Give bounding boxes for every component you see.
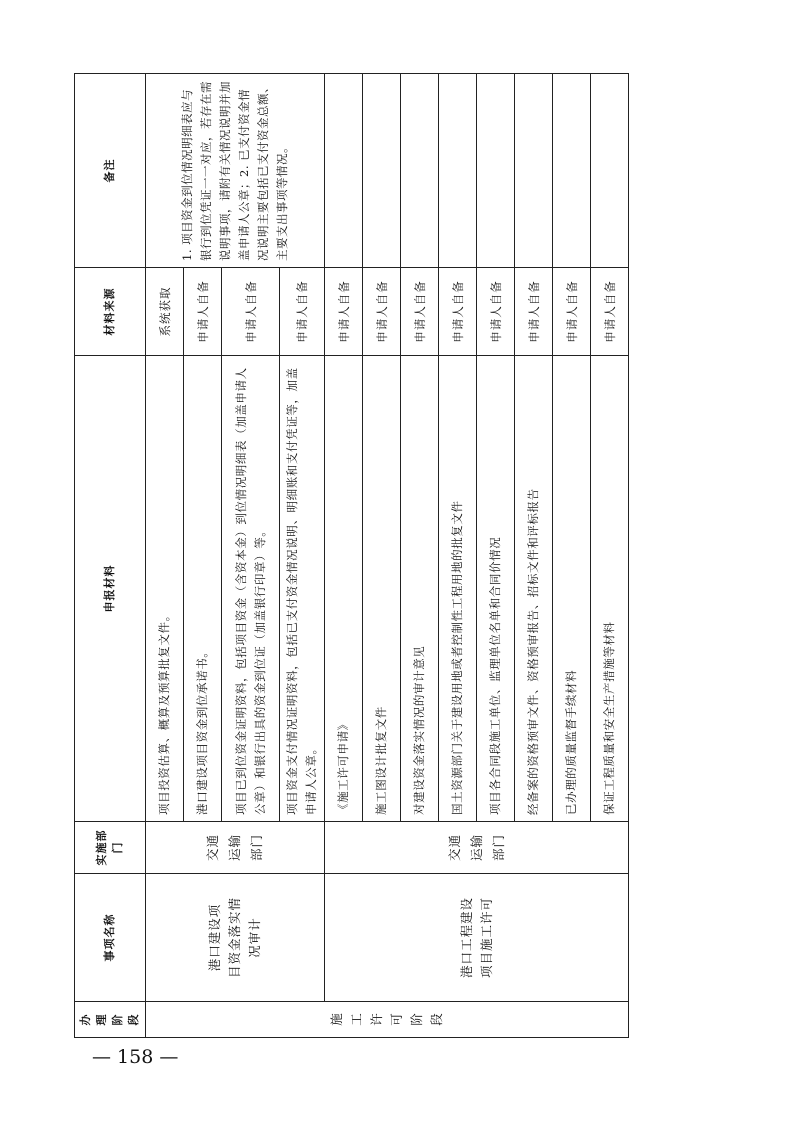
- material-cell: 国土资源部门关于建设用地或者控制性工程用地的批复文件: [439, 356, 477, 822]
- source-cell: 申请人自备: [184, 268, 222, 356]
- note-cell: [325, 74, 363, 268]
- material-cell: 《施工许可申请》: [325, 356, 363, 822]
- source-cell: 申请人自备: [222, 268, 280, 356]
- material-cell: 保证工程质量和安全生产措施等材料: [591, 356, 629, 822]
- approval-materials-table: [74, 73, 629, 1038]
- dept-cell: 交通 运输 部门: [146, 822, 325, 874]
- header-row: [75, 74, 146, 1038]
- source-cell: 申请人自备: [280, 268, 325, 356]
- source-cell: 申请人自备: [477, 268, 515, 356]
- header-name: 事项名称: [75, 874, 146, 1002]
- source-cell: 系统获取: [146, 268, 184, 356]
- table-row: [146, 74, 184, 1038]
- note-cell: [553, 74, 591, 268]
- source-cell: 申请人自备: [401, 268, 439, 356]
- note-cell: [477, 74, 515, 268]
- header-material: 申报材料: [75, 356, 146, 822]
- stage-cell: 施工 许可 阶段: [146, 1002, 629, 1038]
- note-cell: [515, 74, 553, 268]
- material-cell: 对建设资金落实情况的审计意见: [401, 356, 439, 822]
- header-stage: 办理阶段: [75, 1002, 146, 1038]
- note-cell: [363, 74, 401, 268]
- header-source: 材料来源: [75, 268, 146, 356]
- header-dept: 实施部门: [75, 822, 146, 874]
- material-cell: 港口建设项目资金到位承诺书。: [184, 356, 222, 822]
- source-cell: 申请人自备: [363, 268, 401, 356]
- source-cell: 申请人自备: [591, 268, 629, 356]
- note-cell: 1. 项目资金到位情况明细表应与银行到位凭证一一对应，若存在需说明事项，请附有关情况说明并加盖申请人公章；2. 已支付资金情况说明主要包括已支付资金总额、主要支出事项等情况。: [146, 74, 325, 268]
- item-name-cell: 港口工程建设 项目施工许可: [325, 874, 629, 1002]
- header-note: 备注: [75, 74, 146, 268]
- material-cell: 项目各合同段施工单位、监理单位名单和合同价情况: [477, 356, 515, 822]
- page-number: — 158 —: [92, 1046, 179, 1068]
- dept-cell: 交通 运输 部门: [325, 822, 629, 874]
- item-name-cell: 港口建设项 目资金落实情 况审计: [146, 874, 325, 1002]
- material-cell: 已办理的质量监督手续材料: [553, 356, 591, 822]
- source-cell: 申请人自备: [515, 268, 553, 356]
- note-cell: [401, 74, 439, 268]
- source-cell: 申请人自备: [553, 268, 591, 356]
- note-cell: [439, 74, 477, 268]
- material-cell: 施工图设计批复文件: [363, 356, 401, 822]
- table-row: [325, 74, 363, 1038]
- source-cell: 申请人自备: [439, 268, 477, 356]
- note-cell: [591, 74, 629, 268]
- material-cell: 项目已到位资金证明资料，包括项目资金（含资本金）到位情况明细表（加盖申请人公章）和银行出具的资金到位证（加盖银行印章）等。: [222, 356, 280, 822]
- source-cell: 申请人自备: [325, 268, 363, 356]
- material-cell: 项目资金支付情况证明资料，包括已支付资金情况说明、明细账和支付凭证等，加盖申请人公章。: [280, 356, 325, 822]
- material-cell: 项目投资估算、概算及预算批复文件。: [146, 356, 184, 822]
- material-cell: 经备案的资格预审文件、资格预审报告、招标文件和评标报告: [515, 356, 553, 822]
- rotated-table-page: [74, 74, 617, 1038]
